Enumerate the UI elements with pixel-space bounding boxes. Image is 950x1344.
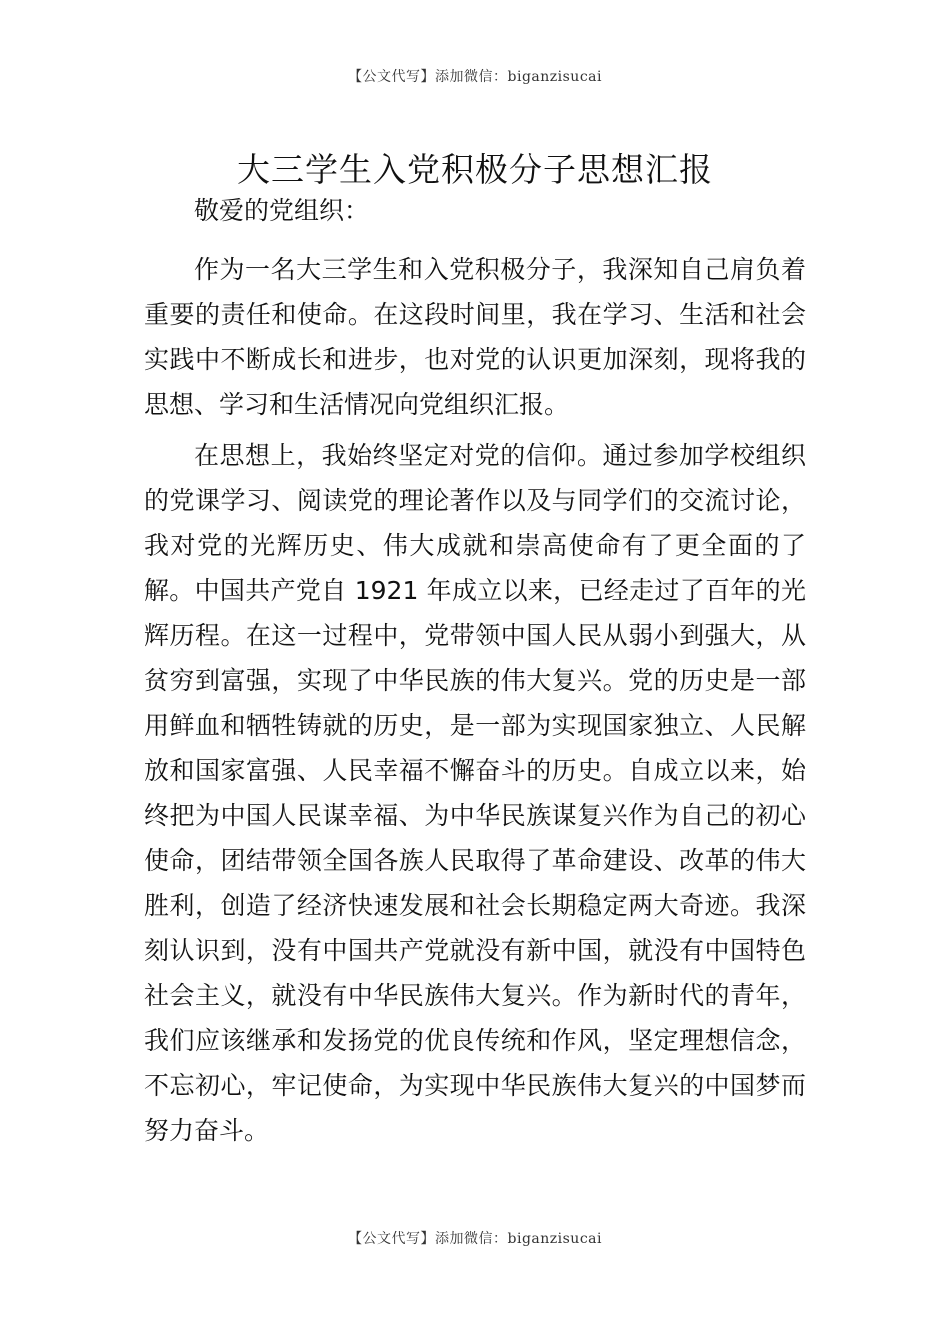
document-body	[144, 188, 806, 1159]
footer-watermark-note: 【公文代写】添加微信：biganzisucai	[348, 1231, 602, 1247]
header-watermark-note: 【公文代写】添加微信：biganzisucai	[348, 69, 602, 85]
paragraph-intro: 作为一名大三学生和入党积极分子，我深知自己肩负着重要的责任和使命。在这段时间里，我在学习、生活和社会实践中不断成长和进步，也对党的认识更加深刻，现将我的思想、学习和生活情况向党组织汇报。	[144, 255, 806, 419]
salutation: 敬爱的党组织：	[194, 196, 370, 225]
paragraph-ideology: 在思想上，我始终坚定对党的信仰。通过参加学校组织的党课学习、阅读党的理论著作以及与同学们的交流讨论，我对党的光辉历史、伟大成就和崇高使命有了更全面的了解。中国共产党自 1921 年成立以来，已经走过了百年的光辉历程。在这一过程中，党带领中国人民从弱小到强大，从贫穷到富强，实现了中华民族的伟大复兴。党的历史是一部用鲜血和牺牲铸就的历史，是一部为实现国家独立、人民解放和国家富强、人民幸福不懈奋斗的历史。自成立以来，始终把为中国人民谋幸福、为中华民族谋复兴作为自己的初心使命，团结带领全国各族人民取得了革命建设、改革的伟大胜利，创造了经济快速发展和社会长期稳定两大奇迹。我深刻认识到，没有中国共产党就没有新中国，就没有中国特色社会主义，就没有中华民族伟大复兴。作为新时代的青年，我们应该继承和发扬党的优良传统和作风，坚定理想信念，不忘初心，牢记使命，为实现中华民族伟大复兴的中国梦而努力奋斗。	[144, 441, 806, 1145]
document-title: 大三学生入党积极分子思想汇报	[237, 150, 713, 190]
